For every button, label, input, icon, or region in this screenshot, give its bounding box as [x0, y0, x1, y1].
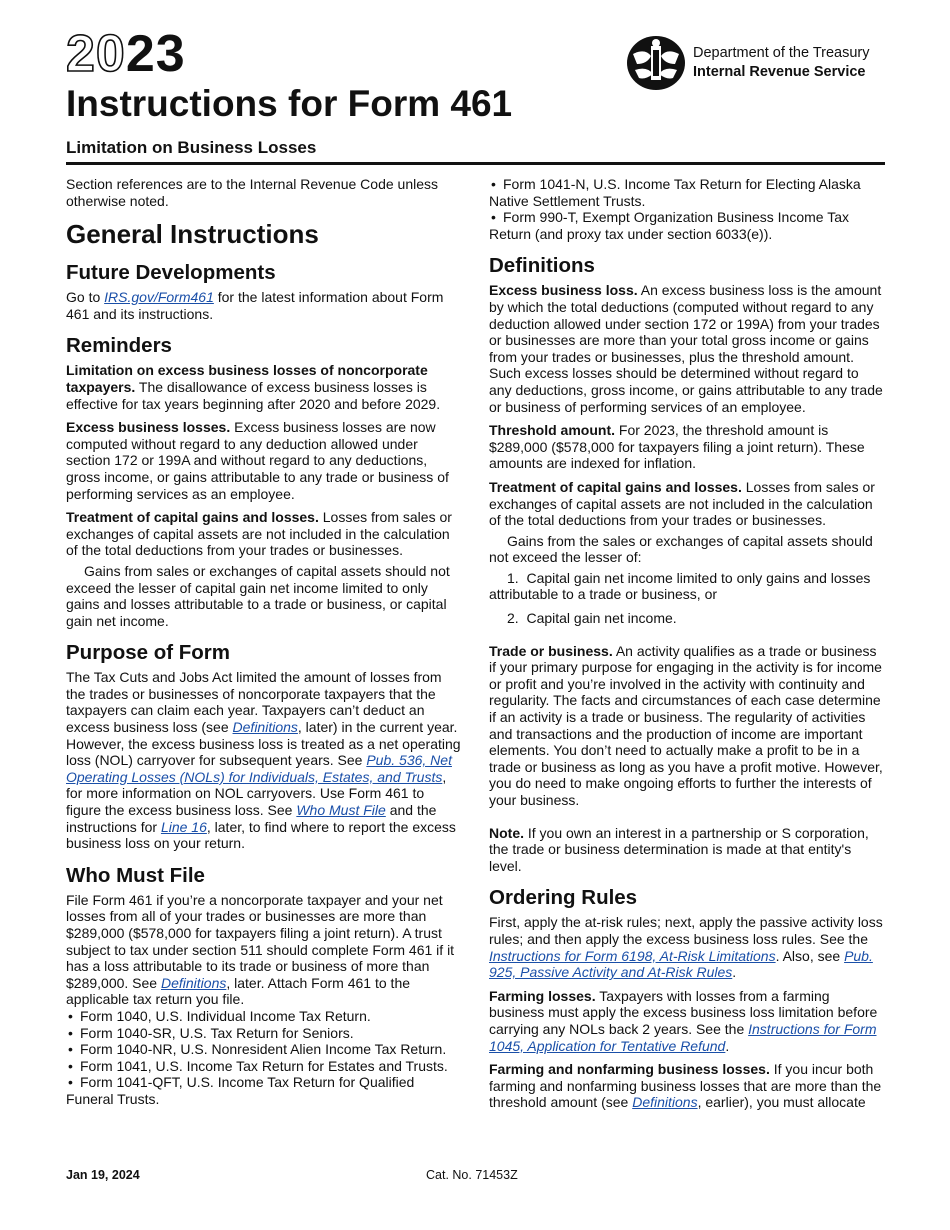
footer-date: Jan 19, 2024	[66, 1168, 140, 1182]
list-item-text: Form 1041-QFT, U.S. Income Tax Return for Qualified Funeral Trusts.	[66, 1074, 415, 1107]
note-lead: Note.	[489, 824, 524, 841]
definition-lead: Trade or business.	[489, 642, 613, 659]
ordering-text-3: .	[732, 964, 737, 981]
definition-threshold-amount	[489, 422, 885, 472]
definition-lead: Excess business loss.	[489, 282, 638, 299]
reminder-3	[66, 509, 462, 559]
list-item: • Form 1041-QFT, U.S. Income Tax Return for Qualified Funeral Trusts.	[66, 1074, 415, 1107]
agency-block	[625, 34, 870, 92]
numbered-item-1: 1. Capital gain net income limited to only gains and losses attributable to a trade or business, or	[489, 569, 871, 603]
future-text-end: for the latest information about Form 461 and its instructions.	[66, 289, 444, 322]
definition-excess-business-loss	[489, 282, 885, 415]
reminder-2-lead: Excess business losses.	[66, 419, 231, 436]
purpose-text-5: , later, to find where to report the excess business loss on your return.	[66, 818, 456, 852]
who-paragraph	[66, 892, 462, 1008]
definition-lead: Treatment of capital gains and losses.	[489, 478, 742, 495]
reminder-2-text: Excess business losses are now computed without regard to any deduction allowed under section 172 or 199A and without regard to any deductions, gross income, or gains attributable to any trade or business of performing services as an employee.	[66, 419, 449, 502]
line-16-link[interactable]: Line 16	[160, 818, 207, 835]
list-item-text: Form 1040, U.S. Individual Income Tax Return.	[80, 1007, 371, 1024]
definitions-link-2[interactable]: Definitions	[160, 974, 227, 991]
left-column	[66, 176, 462, 1108]
farming-text-end: .	[725, 1037, 730, 1054]
irs-form461-link[interactable]: IRS.gov/Form461	[104, 289, 214, 306]
form-1045-link[interactable]: Instructions for Form 1045, Application for Tentative Refund	[489, 1020, 877, 1054]
definitions-link[interactable]: Definitions	[232, 719, 298, 736]
heading-general-instructions: General Instructions	[66, 219, 319, 250]
reminder-3-text: Losses from sales or exchanges of capital assets are not included in the calculation of the total deductions from your trades or businesses.	[66, 509, 452, 559]
farming-text: Taxpayers with losses from a farming business must apply the excess business loss limitation before carrying any NOLs back 2 years. See the	[489, 987, 878, 1037]
definition-capital-gains	[489, 479, 885, 529]
heading-ordering-rules: Ordering Rules	[489, 886, 638, 910]
list-item: • Form 1041, U.S. Income Tax Return for Estates and Trusts.	[68, 1057, 448, 1074]
definition-text: Losses from sales or exchanges of capital assets are not included in the calculation of the total deductions from your trades or businesses.	[489, 478, 875, 529]
form-6198-link[interactable]: Instructions for Form 6198, At-Risk Limitations	[489, 947, 776, 964]
return-list	[66, 1008, 462, 1108]
who-must-file-link[interactable]: Who Must File	[296, 802, 386, 819]
list-item-text: Form 990-T, Exempt Organization Business Income Tax Return (and proxy tax under section 6033(e)).	[489, 209, 850, 242]
year-outline: 20	[66, 25, 126, 83]
reminder-1-lead: Limitation on excess business losses of noncorporate taxpayers.	[66, 362, 428, 395]
purpose-text-4: and the instructions for	[66, 802, 437, 835]
purpose-text-3: , for more information on NOL carryovers. Use Form 461 to figure the excess business loss. See	[66, 768, 447, 819]
definition-lead: Threshold amount.	[489, 422, 615, 439]
reminder-1-text: The disallowance of excess business losses is effective for tax years beginning after 2020 and before 2029.	[66, 378, 441, 412]
list-item-text: Form 1040-SR, U.S. Tax Return for Seniors.	[80, 1024, 354, 1041]
purpose-text-2: , later) in the current year. However, the excess business loss is treated as a net operating loss (NOL) carryover for subsequent years. See	[66, 719, 461, 769]
definition-trade-or-business	[489, 643, 885, 809]
list-item-text: Form 1041-N, U.S. Income Tax Return for Electing Alaska Native Settlement Trusts.	[489, 176, 861, 209]
return-list-continued	[489, 176, 885, 242]
note-paragraph	[489, 825, 885, 875]
pub-925-link[interactable]: Pub. 925, Passive Activity and At-Risk Rules	[489, 947, 873, 981]
definition-text: For 2023, the threshold amount is $289,000 ($578,000 for taxpayers filing a joint return). These amounts are indexed for inflation.	[489, 422, 865, 472]
agency-irs: Internal Revenue Service	[693, 64, 866, 80]
page-subtitle: Limitation on Business Losses	[66, 138, 317, 157]
numbered-item-2: 2. Capital gain net income.	[507, 610, 677, 627]
future-paragraph	[66, 289, 462, 322]
farming-nonfarming-losses	[489, 1061, 885, 1111]
ordering-text-1: First, apply the at-risk rules; next, apply the passive activity loss rules; and then apply the excess business loss rules. See the	[489, 914, 883, 947]
list-item: • Form 1041-N, U.S. Income Tax Return for Electing Alaska Native Settlement Trusts.	[489, 176, 861, 209]
ordering-text-2: . Also, see	[775, 947, 845, 964]
heading-who-must-file: Who Must File	[66, 863, 205, 887]
list-item: • Form 990-T, Exempt Organization Business Income Tax Return (and proxy tax under section 6033(e)).	[489, 209, 850, 242]
heading-future-developments: Future Developments	[66, 261, 276, 285]
list-item: • Form 1040-NR, U.S. Nonresident Alien Income Tax Return.	[68, 1041, 447, 1058]
farming-nonfarming-text: If you incur both farming and nonfarming business losses that are more than the threshold amount (see	[489, 1061, 882, 1111]
ordering-paragraph	[489, 914, 885, 980]
list-item-text: Form 1041, U.S. Income Tax Return for Estates and Trusts.	[80, 1057, 448, 1074]
purpose-text-1: The Tax Cuts and Jobs Act limited the amount of losses from the trades or businesses of noncorporate taxpayers that the taxpayers can claim each year. Taxpayers can’t deduct an excess business loss (see	[66, 669, 442, 736]
footer-cat-no: Cat. No. 71453Z	[426, 1168, 518, 1182]
list-item: • Form 1040, U.S. Individual Income Tax Return.	[68, 1007, 371, 1024]
definition-text: An excess business loss is the amount by which the total deductions (computed without regard to any deduction allowed under section 172 or 199A) from your trades or businesses are more than your total gross income or gains from your trades or businesses, plus the threshold amount. Such excess losses should be determined without regard to any deductions, gross income, or gains attributable to any trade or business of performing services of an employee.	[489, 282, 883, 415]
who-text-2: , later. Attach Form 461 to the applicable tax return you file.	[66, 974, 411, 1008]
list-item: • Form 1040-SR, U.S. Tax Return for Seniors.	[68, 1024, 354, 1041]
pub-536-link[interactable]: Pub. 536, Net Operating Losses (NOLs) for Individuals, Estates, and Trusts	[66, 752, 452, 785]
capital-gains-para2: Gains from the sales or exchanges of capital assets should not exceed the lesser of:	[489, 532, 873, 566]
right-column	[489, 176, 885, 1118]
purpose-paragraph	[66, 669, 462, 852]
heading-reminders: Reminders	[66, 334, 172, 358]
reminder-1	[66, 362, 462, 412]
page-title: Instructions for Form 461	[66, 83, 513, 124]
year-solid: 23	[125, 25, 186, 83]
note-text: If you own an interest in a partnership or S corporation, the trade or business determination is made at that entity's level.	[489, 824, 869, 874]
definitions-link-3[interactable]: Definitions	[632, 1094, 698, 1111]
agency-department: Department of the Treasury	[693, 45, 870, 61]
farming-losses	[489, 988, 885, 1054]
irs-eagle-logo-icon	[625, 34, 687, 92]
reminder-3-lead: Treatment of capital gains and losses.	[66, 509, 319, 526]
list-item-text: Form 1040-NR, U.S. Nonresident Alien Income Tax Return.	[80, 1041, 447, 1058]
definition-text: An activity qualifies as a trade or business if your primary purpose for engaging in the activity is for income or profit and you’re involved in the activity with continuity and regularity. The facts and circumstances of each case determine if an activity is a trade or business. The regularity of activities and transactions and the production of income are important elements. You don’t need to actually make a profit to be in a trade or business as long as you have a profit motive. However, you do need to make ongoing efforts to further the interests of your business.	[489, 642, 883, 808]
farming-lead: Farming losses.	[489, 987, 596, 1004]
future-text: Go to	[66, 289, 105, 306]
year	[66, 24, 186, 84]
who-text-1: File Form 461 if you’re a noncorporate taxpayer and your net losses from all of your trades or businesses are more than $289,000 ($578,000 for taxpayers filing a joint return). A trust subject to tax under section 511 should complete Form 461 if it has a loss attributable to its trade or business of more than $289,000. See	[66, 891, 455, 991]
heading-purpose-of-form: Purpose of Form	[66, 641, 231, 665]
farming-nonfarming-lead: Farming and nonfarming business losses.	[489, 1061, 770, 1078]
intro-text: Section references are to the Internal Revenue Code unless otherwise noted.	[66, 176, 439, 209]
heading-definitions: Definitions	[489, 254, 595, 278]
reminder-3-para2: Gains from sales or exchanges of capital assets should not exceed the lesser of capital gain net income limited to only gains and losses attributable to a trade or business, or capital gain net income.	[66, 562, 450, 629]
farming-nonfarming-text-end: , earlier), you must allocate	[697, 1094, 866, 1111]
reminder-2	[66, 419, 462, 502]
header-rule	[66, 162, 885, 165]
